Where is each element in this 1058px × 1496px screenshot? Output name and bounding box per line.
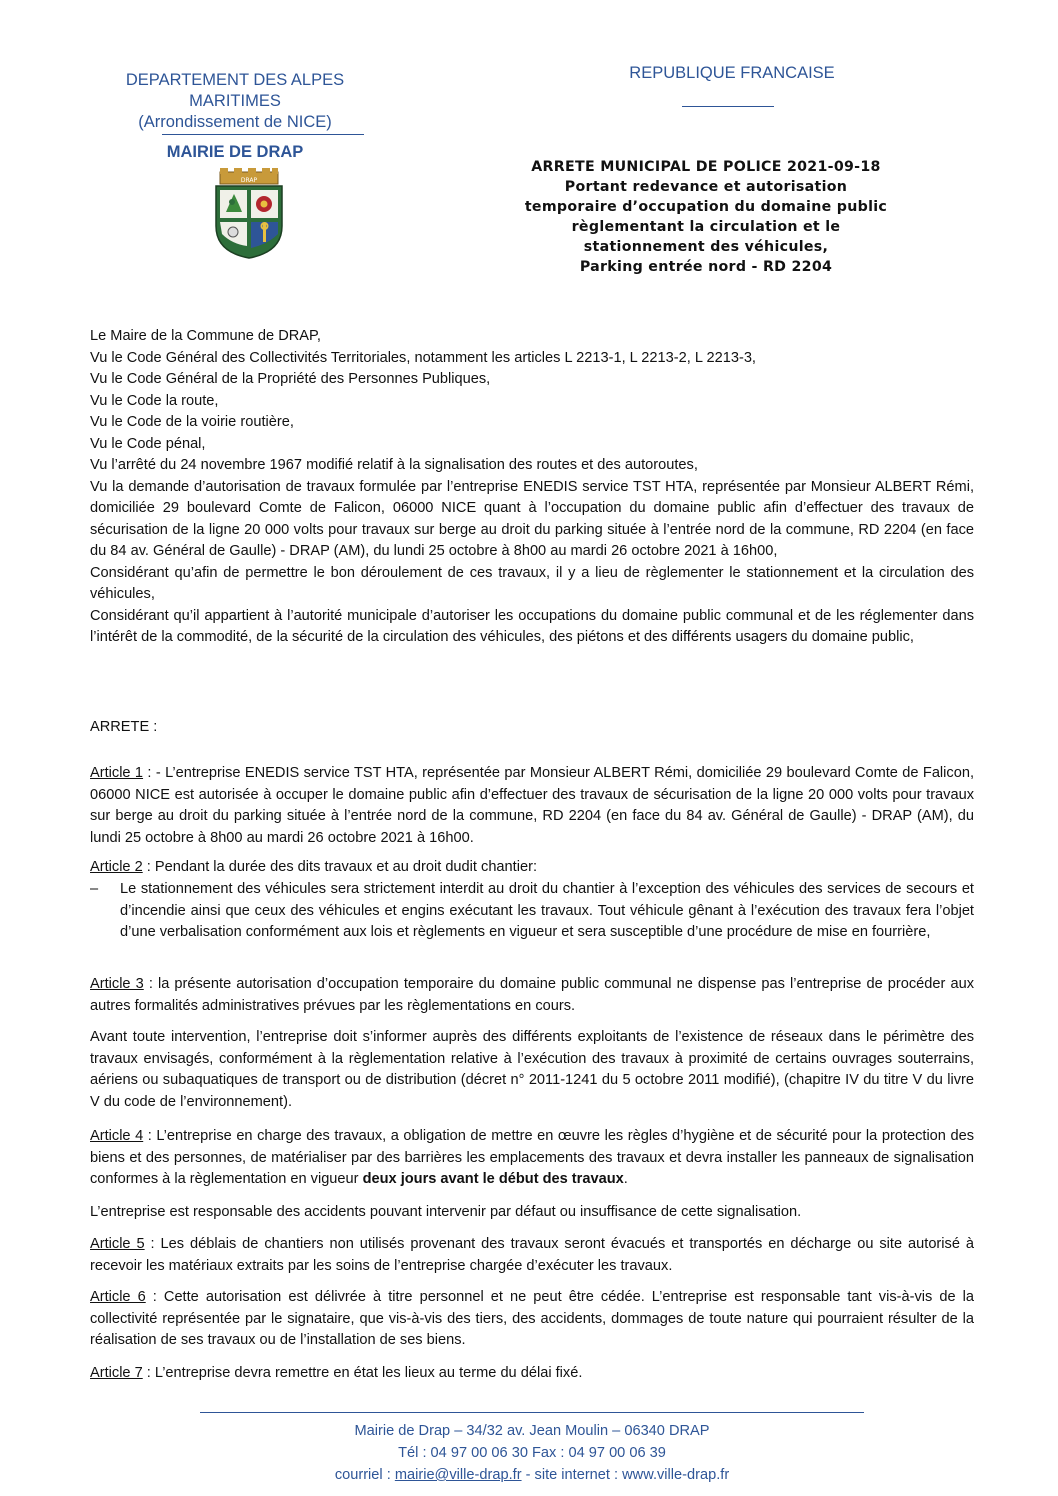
- department-header: [80, 70, 390, 133]
- article-6-label: Article 6: [90, 1289, 146, 1305]
- footer-phone: Tél : 04 97 00 06 30 Fax : 04 97 00 06 39: [398, 1445, 666, 1461]
- footer-address: Mairie de Drap – 34/32 av. Jean Moulin – 06340 DRAP: [354, 1423, 710, 1439]
- article-4-text: : L’entreprise en charge des travaux, a obligation de mettre en œuvre les règles d’hygiène et de sécurité pour la protection des biens et des personnes, de matérialiser par des barrières les emplacements des travaux et devra installer les panneaux de signalisation conformes à la règlementation en vigueur: [90, 1128, 974, 1187]
- website-link[interactable]: www.ville-drap.fr: [622, 1467, 730, 1483]
- article-6-text: : Cette autorisation est délivrée à titre personnel et ne peut être cédée. L’entreprise est responsable tant vis-à-vis de la collectivité représentée par le signataire, que vis-à-vis des tiers, des accidents, dommages de toute nature qui pourraient résulter de la réalisation de ses travaux ou de l’installation de ses biens.: [90, 1289, 975, 1348]
- article-4-end: .: [623, 1171, 628, 1187]
- visa-paragraph: Vu l’arrêté du 24 novembre 1967 modifié relatif à la signalisation des routes et des autoroutes,: [90, 457, 698, 473]
- article-5: [90, 1234, 974, 1277]
- article-1: [90, 763, 974, 849]
- courriel-label: courriel :: [334, 1467, 395, 1483]
- article-6: [90, 1287, 974, 1352]
- header-divider-right: [682, 106, 774, 107]
- site-label: - site internet :: [521, 1467, 623, 1483]
- visas-section: [90, 326, 974, 649]
- mairie-name: MAIRIE DE DRAP: [166, 143, 304, 161]
- title-line-5: stationnement des véhicules,: [583, 239, 829, 255]
- article-5-label: Article 5: [90, 1236, 145, 1252]
- article-4: [90, 1126, 974, 1191]
- article-2-label: Article 2: [90, 859, 143, 875]
- title-line-2: Portant redevance et autorisation: [564, 179, 848, 195]
- article-2-text: : Pendant la durée des dits travaux et au droit dudit chantier:: [142, 859, 537, 875]
- visa-paragraph: Considérant qu’il appartient à l’autorité municipale d’autoriser les occupations du domaine public communal et de les réglementer dans l’intérêt de la commodité, de la sécurité de la circulation des véhicules, des piétons et des différents usagers du domaine public,: [90, 607, 974, 645]
- arrete-title: [476, 157, 936, 277]
- footer: [200, 1420, 864, 1486]
- article-2: [90, 857, 974, 879]
- visa-paragraph: Vu la demande d’autorisation de travaux formulée par l’entreprise ENEDIS service TST HTA, représentée par Monsieur ALBERT Rémi, domiciliée 29 boulevard Comte de Falicon, 06000 NICE quant à l’occupation du domaine public afin d’effectuer des travaux de sécurisation de la ligne 20 000 volts pour travaux sur berge au droit du parking située à l’entrée nord de la commune, RD 2204 (en face du 84 av. Général de Gaulle) - DRAP (AM), du lundi 25 octobre à 8h00 au mardi 26 octobre 2021 à 16h00,: [90, 478, 974, 559]
- article-4-bold: deux jours avant le début des travaux: [362, 1171, 624, 1187]
- article-2-bullet: – Le stationnement des véhicules sera strictement interdit au droit du chantier à l’exception des véhicules des services de secours et d’incendie ainsi que ceux des véhicules et engins exécutant les travaux. Tout véhicule gênant à l’exécution des travaux fera l’objet d’une verbalisation conformément aux lois et règlements en vigueur et sera susceptible d’une procédure de mise en fourrière,: [90, 879, 974, 944]
- department-name: DEPARTEMENT DES ALPES MARITIMES: [125, 71, 345, 110]
- article-4-label: Article 4: [90, 1128, 144, 1144]
- title-line-3: temporaire d’occupation du domaine public: [524, 199, 888, 215]
- footer-divider: [200, 1412, 864, 1413]
- article-7: [90, 1363, 974, 1385]
- svg-text:DRAP: DRAP: [240, 177, 258, 184]
- article-1-text: : - L’entreprise ENEDIS service TST HTA, représentée par Monsieur ALBERT Rémi, domiciliée 29 boulevard Comte de Falicon, 06000 NICE est autorisée à occuper le domaine public afin d’effectuer des travaux de sécurisation de la ligne 20 000 volts pour travaux sur berge au droit du parking située à l’entrée nord de la commune, RD 2204 (en face du 84 av. Général de Gaulle) - DRAP (AM), du lundi 25 octobre à 8h00 au mardi 26 octobre 2021 à 16h00.: [90, 765, 974, 846]
- visa-paragraph: Vu le Code de la voirie routière,: [90, 414, 294, 430]
- visa-paragraph: Vu le Code la route,: [90, 392, 219, 409]
- arrondissement: (Arrondissement de NICE): [138, 113, 332, 131]
- email-link[interactable]: mairie@ville-drap.fr: [394, 1467, 522, 1483]
- header-divider-left: [162, 134, 364, 135]
- article-1-label: Article 1: [90, 765, 144, 781]
- title-line-4: règlementant la circulation et le: [571, 219, 841, 235]
- article-4-paragraph-2: L’entreprise est responsable des accidents pouvant intervenir par défaut ou insuffisance de cette signalisation.: [90, 1204, 802, 1220]
- title-line-1: ARRETE MUNICIPAL DE POLICE 2021-09-18: [531, 159, 881, 175]
- article-7-label: Article 7: [90, 1365, 143, 1381]
- article-7-text: : L’entreprise devra remettre en état les lieux au terme du délai fixé.: [142, 1365, 583, 1381]
- visa-paragraph: Vu le Code pénal,: [90, 435, 206, 452]
- article-3-text: : la présente autorisation d’occupation temporaire du domaine public communal ne dispense pas l’entreprise de procéder aux autres formalités administratives prévues par les règlementations en cours.: [90, 976, 975, 1014]
- coat-of-arms-icon: [212, 168, 286, 260]
- article-3-label: Article 3: [90, 976, 144, 992]
- article-5-text: : Les déblais de chantiers non utilisés provenant des travaux seront évacués et transportés en décharge ou site autorisé à recevoir les matériaux extraits par les soins de l’entreprise chargée d’exécuter les travaux.: [90, 1236, 974, 1274]
- republic-header: REPUBLIQUE FRANCAISE: [629, 64, 835, 82]
- article-3-paragraph-2: Avant toute intervention, l’entreprise doit s’informer auprès des différents exploitants de l’existence de réseaux dans le périmètre des travaux envisagés, conformément à la règlementation relative à l’exécution des travaux à proximité de certains ouvrages souterrains, aériens ou subaquatiques de transport ou de distribution (décret n° 2011-1241 du 5 octobre 2011 modifié), (chapitre IV du titre V du livre V du code de l’environnement).: [90, 1029, 974, 1110]
- article-2-list: [90, 879, 974, 944]
- title-line-6: Parking entrée nord - RD 2204: [579, 259, 833, 275]
- visa-paragraph: Vu le Code Général de la Propriété des Personnes Publiques,: [90, 371, 491, 387]
- footer-contact: [200, 1464, 864, 1486]
- arrete-label: ARRETE :: [90, 719, 158, 735]
- visa-paragraph: Vu le Code Général des Collectivités Territoriales, notamment les articles L 2213-1, L 2213-2, L 2213-3,: [90, 349, 756, 366]
- visa-paragraph: Le Maire de la Commune de DRAP,: [90, 328, 321, 344]
- article-3: [90, 974, 974, 1017]
- visa-paragraph: Considérant qu’afin de permettre le bon déroulement de ces travaux, il y a lieu de règlementer le stationnement et la circulation des véhicules,: [90, 564, 974, 602]
